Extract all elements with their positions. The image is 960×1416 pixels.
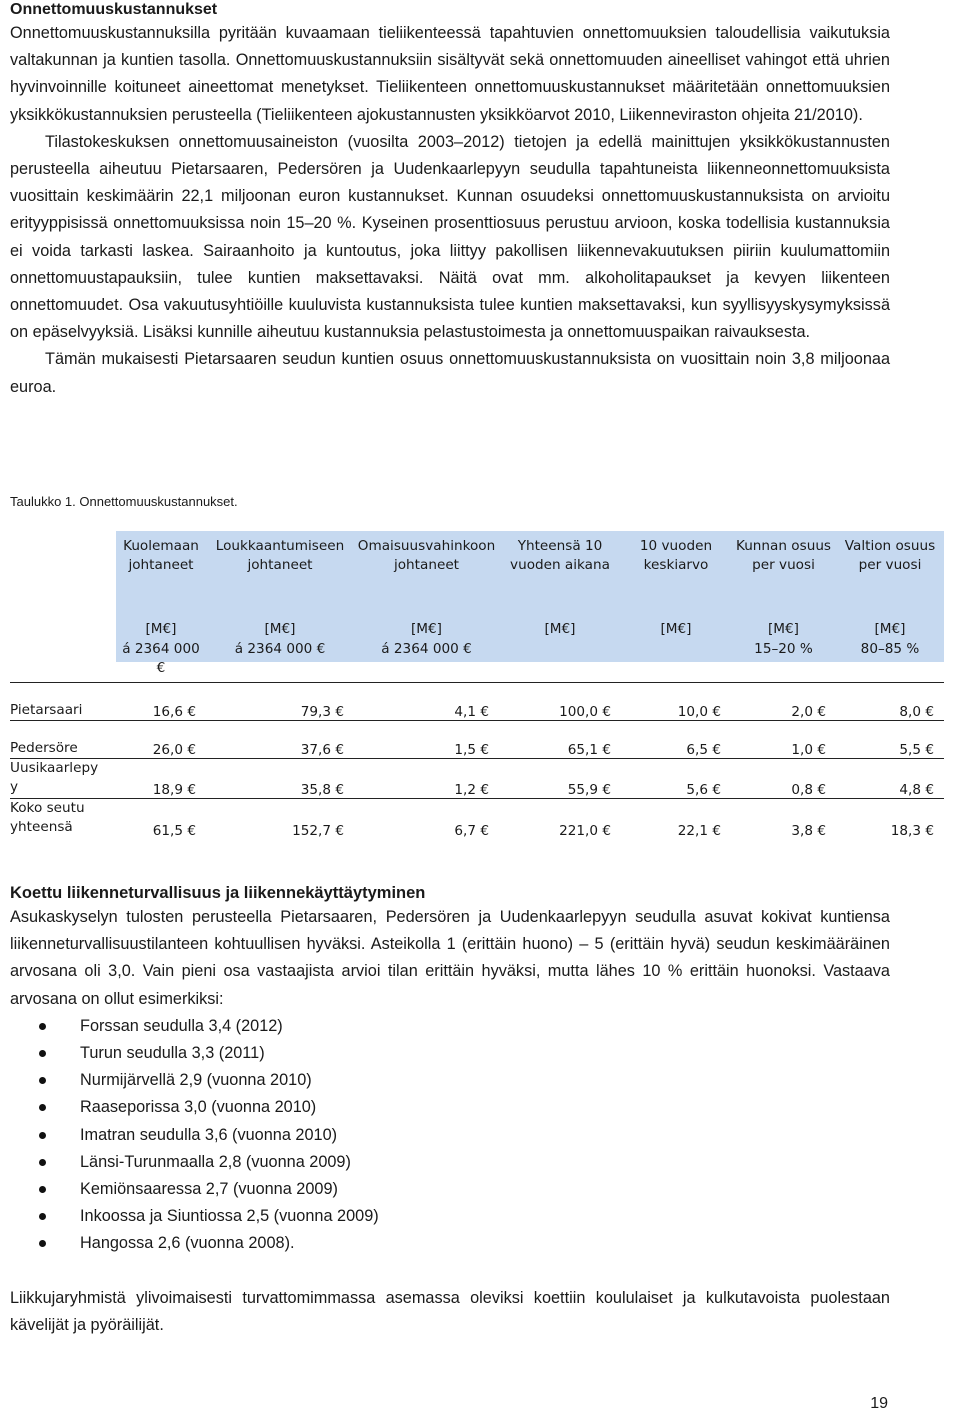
- table-cell: 26,0 €: [116, 721, 206, 759]
- table-cell: 1,2 €: [354, 759, 499, 799]
- table-cell: 61,5 €: [116, 799, 206, 839]
- header-corner: [10, 531, 116, 662]
- table-cell: 6,7 €: [354, 799, 499, 839]
- section-heading: Onnettomuuskustannukset: [10, 1, 218, 18]
- table-cell: 1,0 €: [731, 721, 836, 759]
- list-item: Hangossa 2,6 (vuonna 2008).: [10, 1230, 890, 1257]
- paragraph: Tilastokeskuksen onnettomuusaineiston (vuosilta 2003–2012) tietojen ja edellä mainittujen yksikkökustannusten perusteella aiheutuu Pietarsaaren, Pedersören ja Uudenkaarlepyyn seudulla tapahtuneista liikenneonnettomuuksista vuosittain keskimäärin 22,1 miljoonan euron kustannukset. Kunnan osuudeksi onnettomuuskustannuksista on arvioitu erityyppisissä onnettomuuksissa noin 15–20 %. Kyseinen prosenttiosuus perustuu arvioon, koska todellisia kustannuksia ei voida tarkasti laskea. Sairaanhoito ja kuntoutus, joka liittyy pakollisen liikennevakuutuksen piiriin kuulumattomiin onnettomuustapauksiin, tulee kuntien maksettavaksi. Näitä ovat mm. alkoholitapaukset ja kevyen liikenteen onnettomuudet. Osa vakuutusyhtiöille kuuluvista kustannuksista tulee kuntien maksettavaksi, kun syyllisyyskysymyksissä on epäselvyyksiä. Lisäksi kunnille aiheutuu kustannuksia pelastustoimesta ja onnettomuuspaikan raivauksesta.: [10, 132, 890, 342]
- table-cell: 5,5 €: [836, 721, 944, 759]
- list-item: Nurmijärvellä 2,9 (vuonna 2010): [10, 1067, 890, 1094]
- table-caption: Taulukko 1. Onnettomuuskustannukset.: [10, 494, 238, 509]
- table-cell: 55,9 €: [499, 759, 621, 799]
- column-header: 10 vuoden keskiarvo [M€]: [621, 531, 731, 662]
- column-header: Kuolemaan johtaneet [M€] á 2364 000 €: [116, 531, 206, 662]
- column-header: Kunnan osuus per vuosi [M€] 15–20 %: [731, 531, 836, 662]
- paragraph: Liikkujaryhmistä ylivoimaisesti turvattomimmassa asemassa oleviksi koettiin koululaiset ja kulkutavoista puolestaan kävelijät ja pyöräilijät.: [10, 1288, 890, 1334]
- table-header-row: [10, 531, 944, 662]
- section-accident-costs: [10, 0, 890, 401]
- list-item: Kemiönsaaressa 2,7 (vuonna 2009): [10, 1176, 890, 1203]
- column-header: Yhteensä 10 vuoden aikana [M€]: [499, 531, 621, 662]
- row-label: Koko seutu yhteensä: [10, 799, 116, 839]
- table-cell: 22,1 €: [621, 799, 731, 839]
- list-item: Forssan seudulla 3,4 (2012): [10, 1013, 890, 1040]
- table-cell: 152,7 €: [206, 799, 354, 839]
- list-item: Länsi-Turunmaalla 2,8 (vuonna 2009): [10, 1149, 890, 1176]
- table-cell: 35,8 €: [206, 759, 354, 799]
- table-cell: 221,0 €: [499, 799, 621, 839]
- column-header: Valtion osuus per vuosi [M€] 80–85 %: [836, 531, 944, 662]
- column-header: Loukkaantumiseen johtaneet [M€] á 2364 000 €: [206, 531, 354, 662]
- row-label: Uusikaarlepyy: [10, 759, 116, 799]
- row-label: Pedersöre: [10, 721, 116, 759]
- table-row: [10, 721, 944, 759]
- table-cell: 8,0 €: [836, 683, 944, 721]
- table-cell: 65,1 €: [499, 721, 621, 759]
- page-number: 19: [870, 1395, 888, 1412]
- comparison-list: [10, 1013, 890, 1258]
- row-label: Pietarsaari: [10, 683, 116, 721]
- paragraph: Asukaskyselyn tulosten perusteella Pietarsaaren, Pedersören ja Uudenkaarlepyyn seudulla asuvat kokivat kuntiensa liikenneturvallisuustilanteen kohtuullisen hyväksi. Asteikolla 1 (erittäin huono) – 5 (erittäin hyvä) seudun keskimääräinen arvosana oli 3,0. Vain pieni osa vastaajista arvioi tilan erittäin hyväksi, mutta lähes 10 % erittäin huonoksi. Vastaava arvosana on ollut esimerkiksi:: [10, 908, 890, 1008]
- section-perceived-safety: [10, 882, 890, 1339]
- table-cell: 16,6 €: [116, 683, 206, 721]
- table-cell: 4,1 €: [354, 683, 499, 721]
- table-cell: 3,8 €: [731, 799, 836, 839]
- section-heading: Koettu liikenneturvallisuus ja liikennekäyttäytyminen: [10, 884, 426, 902]
- table-cell: 5,6 €: [621, 759, 731, 799]
- accident-costs-table: [10, 531, 944, 839]
- table-cell: 1,5 €: [354, 721, 499, 759]
- list-item: Raaseporissa 3,0 (vuonna 2010): [10, 1094, 890, 1121]
- table-cell: 37,6 €: [206, 721, 354, 759]
- paragraph: Tämän mukaisesti Pietarsaaren seudun kuntien osuus onnettomuuskustannuksista on vuosittain noin 3,8 miljoonaa euroa.: [10, 350, 890, 396]
- table-row: [10, 759, 944, 799]
- table-cell: 100,0 €: [499, 683, 621, 721]
- table-cell: 18,3 €: [836, 799, 944, 839]
- paragraph: Onnettomuuskustannuksilla pyritään kuvaamaan tieliikenteessä tapahtuvien onnettomuuksien taloudellisia vaikutuksia valtakunnan ja kuntien tasolla. Onnettomuuskustannuksiin sisältyvät sekä onnettomuuden aineelliset vahingot että uhrien hyvinvoinnille koituneet aineettomat menetykset. Tieliikenteen onnettomuuskustannukset määritetään onnettomuuksien yksikkökustannuksien perusteella (Tieliikenteen ajokustannusten yksikköarvot 2010, Liikenneviraston ohjeita 21/2010).: [10, 24, 890, 124]
- list-item: Imatran seudulla 3,6 (vuonna 2010): [10, 1122, 890, 1149]
- table-row: [10, 683, 944, 721]
- table-cell: 18,9 €: [116, 759, 206, 799]
- table-cell: 4,8 €: [836, 759, 944, 799]
- table-cell: 6,5 €: [621, 721, 731, 759]
- table-row: [10, 799, 944, 839]
- table-cell: 2,0 €: [731, 683, 836, 721]
- table-cell: 79,3 €: [206, 683, 354, 721]
- table-cell: 0,8 €: [731, 759, 836, 799]
- column-header: Omaisuusvahinkoon johtaneet [M€] á 2364 000 €: [354, 531, 499, 662]
- table-cell: 10,0 €: [621, 683, 731, 721]
- list-item: Turun seudulla 3,3 (2011): [10, 1040, 890, 1067]
- list-item: Inkoossa ja Siuntiossa 2,5 (vuonna 2009): [10, 1203, 890, 1230]
